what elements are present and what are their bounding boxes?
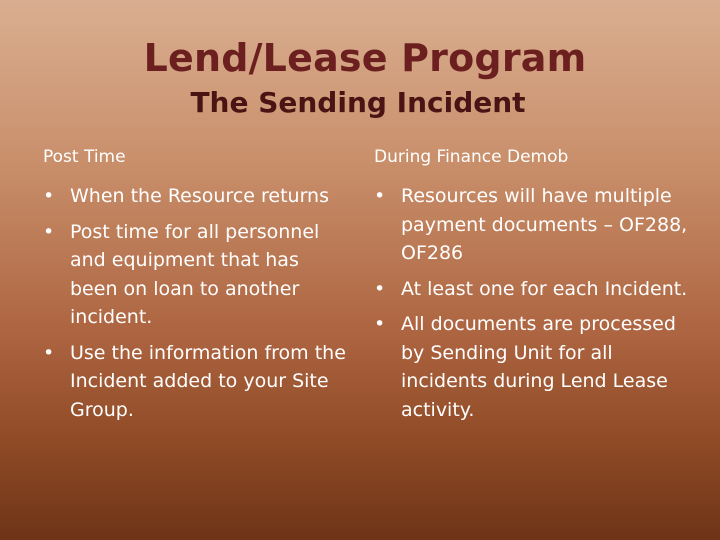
right-column: [374, 146, 694, 431]
bullet-text: All documents are processed by Sending Unit for all incidents during Lend Lease activity.: [401, 313, 676, 421]
bullet-text: Use the information from the Incident added to your Site Group.: [70, 341, 346, 421]
right-column-header: During Finance Demob: [374, 147, 569, 167]
bullet-text: At least one for each Incident.: [401, 277, 688, 300]
bullet-item: [43, 182, 348, 211]
slide-subtitle: The Sending Incident: [190, 86, 526, 119]
bullet-icon: •: [374, 277, 386, 300]
bullet-item: [374, 310, 694, 424]
left-bullet-list: [43, 182, 348, 424]
bullet-item: [374, 275, 694, 304]
bullet-item: [43, 339, 348, 425]
bullet-icon: •: [43, 341, 55, 364]
bullet-icon: •: [374, 313, 386, 335]
bullet-text: When the Resource returns: [70, 185, 329, 207]
left-column: [43, 146, 348, 431]
bullet-text: Post time for all personnel and equipment that has been on loan to another incident.: [70, 220, 320, 328]
bullet-item: [374, 182, 694, 268]
bullet-icon: •: [43, 220, 55, 243]
right-bullet-list: [374, 182, 694, 424]
bullet-icon: •: [43, 185, 55, 207]
slide-title: Lend/Lease Program: [143, 36, 587, 80]
bullet-icon: •: [374, 185, 386, 207]
left-column-header: Post Time: [43, 147, 126, 167]
bullet-text: Resources will have multiple payment documents – OF288, OF286: [401, 185, 688, 264]
bullet-item: [43, 218, 348, 332]
